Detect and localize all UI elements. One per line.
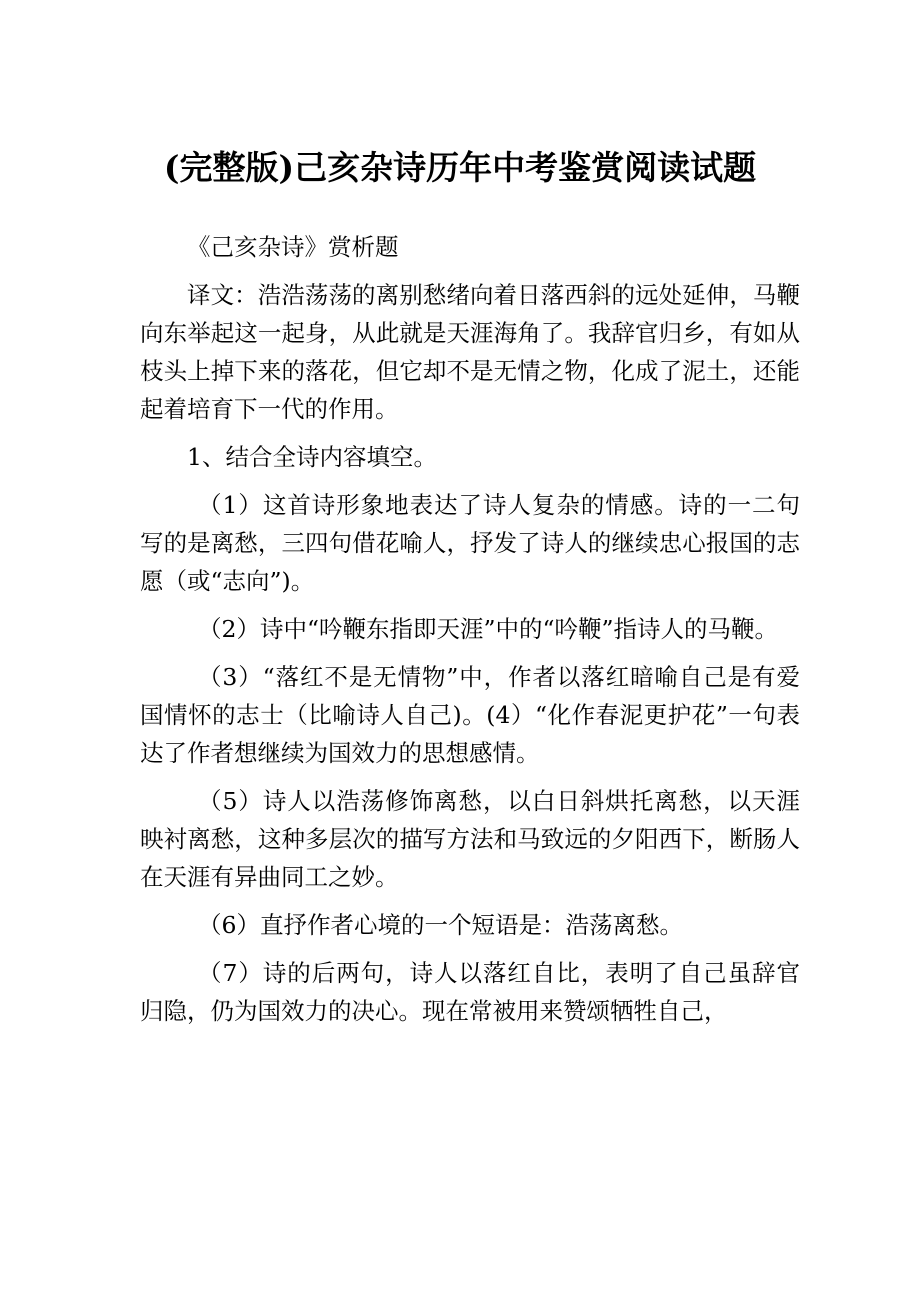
translation-paragraph: 译文：浩浩荡荡的离别愁绪向着日落西斜的远处延伸，马鞭向东举起这一起身，从此就是天涯海角了。我辞官归乡，有如从枝头上掉下来的落花，但它却不是无情之物，化成了泥土，还能起着培育下一代的作用。 bbox=[140, 281, 800, 423]
document-title: (完整版)己亥杂诗历年中考鉴赏阅读试题 bbox=[163, 148, 757, 187]
answer-paragraph-7: （7）诗的后两句，诗人以落红自比，表明了自己虽辞官归隐，仍为国效力的决心。现在常被用来赞颂牺牲自己， bbox=[140, 959, 800, 1025]
answer-paragraph-2: （2）诗中“吟鞭东指即天涯”中的“吟鞭”指诗人的马鞭。 bbox=[198, 615, 779, 643]
section-heading: 《己亥杂诗》赏析题 bbox=[187, 233, 399, 261]
answer-paragraph-3: （3）“落红不是无情物”中，作者以落红暗喻自己是有爱国情怀的志士（比喻诗人自己)。(4）“化作春泥更护花”一句表达了作者想继续为国效力的思想感情。 bbox=[140, 663, 800, 767]
document-body bbox=[140, 228, 800, 1040]
answer-paragraph-1: （1）这首诗形象地表达了诗人复杂的情感。诗的一二句写的是离愁，三四句借花喻人，抒发了诗人的继续忠心报国的志愿（或“志向”)。 bbox=[140, 491, 800, 595]
question-heading: 1、结合全诗内容填空。 bbox=[187, 443, 437, 471]
answer-paragraph-6: （6）直抒作者心境的一个短语是：浩荡离愁。 bbox=[198, 911, 683, 939]
answer-paragraph-5: （5）诗人以浩荡修饰离愁，以白日斜烘托离愁，以天涯映衬离愁，这种多层次的描写方法和马致远的夕阳西下，断肠人在天涯有异曲同工之妙。 bbox=[140, 787, 800, 891]
